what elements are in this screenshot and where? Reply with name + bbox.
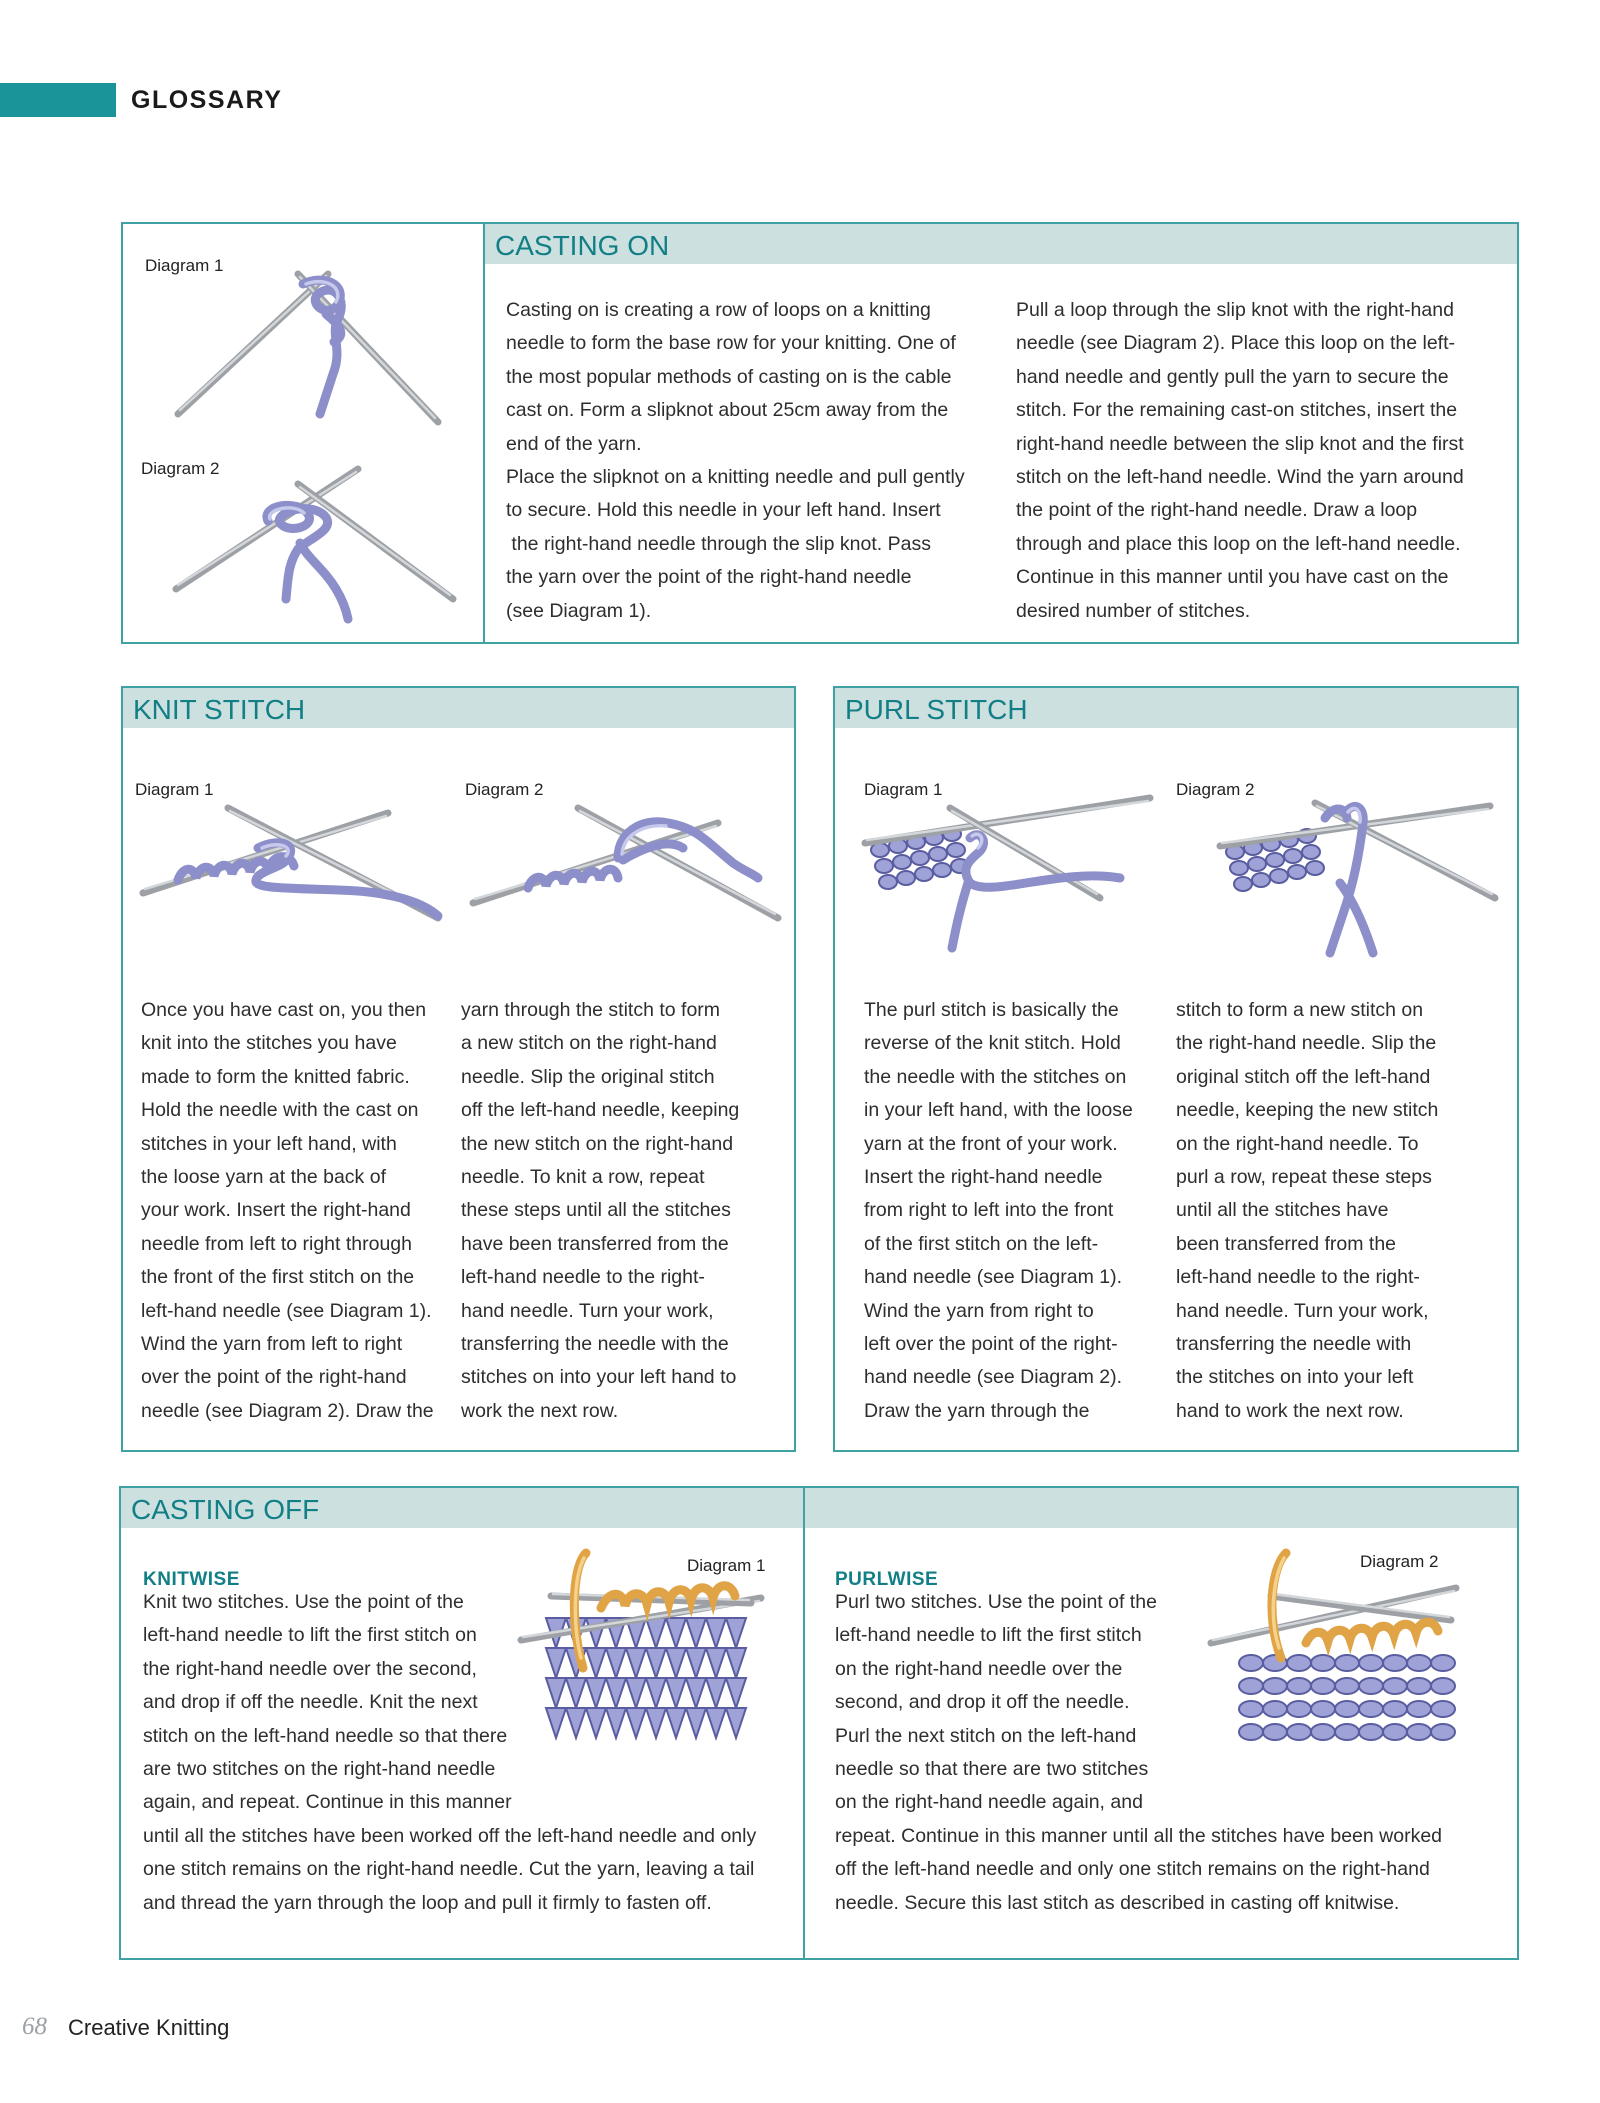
knit-stitch-title: KNIT STITCH — [133, 694, 306, 725]
text-line: hand needle (see Diagram 2). — [864, 1366, 1122, 1389]
text-line: until all the stitches have — [1176, 1199, 1389, 1222]
text-line: right-hand needle between the slip knot and the first — [1016, 432, 1464, 455]
text-line: off the left-hand needle and only one stitch remains on the right-hand — [835, 1858, 1430, 1881]
text-line: Place the slipknot on a knitting needle and pull gently — [506, 466, 965, 489]
text-line: off the left-hand needle, keeping — [461, 1099, 740, 1122]
knit-text-col-1 — [141, 994, 434, 1428]
text-line: needle. Slip the original stitch — [461, 1065, 715, 1088]
knitwise-diagram-label: Diagram 1 — [687, 1556, 766, 1575]
text-line: over the point of the right-hand — [141, 1366, 407, 1389]
text-line: needle. To knit a row, repeat — [461, 1166, 705, 1189]
knit-diagram-1-icon — [138, 788, 458, 928]
text-line: Draw the yarn through the — [864, 1399, 1090, 1422]
text-line: the front of the first stitch on the — [141, 1266, 415, 1289]
text-line: yarn at the front of your work. — [864, 1132, 1118, 1155]
text-line: stitch on the left-hand needle. Wind the yarn around — [1016, 466, 1464, 489]
text-line: to secure. Hold this needle in your left hand. Insert — [506, 499, 941, 522]
text-line: the right-hand needle over the second, — [143, 1657, 477, 1680]
text-line: hand to work the next row. — [1176, 1399, 1404, 1422]
text-line: needle (see Diagram 2). Place this loop on the left- — [1016, 332, 1455, 355]
knitwise-heading: KNITWISE — [143, 1569, 240, 1590]
text-line: needle from left to right through — [141, 1232, 412, 1255]
casting-off-header — [121, 1488, 1517, 1528]
text-line: reverse of the knit stitch. Hold — [864, 1032, 1121, 1055]
text-line: stitch. For the remaining cast-on stitches, insert the — [1016, 399, 1458, 422]
text-line: needle to form the base row for your knitting. One of — [506, 332, 956, 355]
casting-on-diagram-2-label: Diagram 2 — [141, 459, 220, 478]
text-line: your work. Insert the right-hand — [141, 1199, 411, 1222]
text-line: the stitches on into your left — [1176, 1366, 1414, 1389]
knit-diagram-2-label: Diagram 2 — [465, 780, 544, 799]
text-line: Purl two stitches. Use the point of the — [835, 1591, 1157, 1613]
purlwise-diagram-label: Diagram 2 — [1360, 1552, 1439, 1571]
knit-text-col-2 — [461, 994, 739, 1428]
purl-text-col-2 — [1176, 994, 1438, 1428]
text-line: Purl the next stitch on the left-hand — [835, 1724, 1137, 1747]
text-line: the right-hand needle through the slip knot. Pass — [506, 532, 931, 555]
text-line: again, and repeat. Continue in this manner — [143, 1791, 512, 1814]
text-line: hand needle and gently pull the yarn to secure the — [1016, 365, 1449, 388]
text-line: the needle with the stitches on — [864, 1065, 1127, 1088]
text-line: knit into the stitches you have — [141, 1032, 397, 1055]
book-title: Creative Knitting — [68, 2015, 230, 2040]
text-line: and thread the yarn through the loop and pull it firmly to fasten off. — [143, 1891, 712, 1914]
text-line: until all the stitches have been worked off the left-hand needle and only — [143, 1824, 757, 1847]
text-line: the yarn over the point of the right-hand needle — [506, 566, 912, 589]
knit-stitch-header — [123, 688, 794, 728]
text-line: left-hand needle to lift the first stitch — [835, 1624, 1142, 1647]
purl-diagram-2-icon — [1215, 788, 1515, 958]
page-section-title: GLOSSARY — [131, 86, 283, 114]
text-line: Wind the yarn from right to — [864, 1299, 1094, 1322]
text-line: hand needle. Turn your work, — [461, 1299, 714, 1322]
text-line: Wind the yarn from left to right — [141, 1333, 403, 1356]
casting-off-title: CASTING OFF — [131, 1494, 320, 1525]
text-line: are two stitches on the right-hand needle — [143, 1758, 496, 1781]
text-line: of the first stitch on the left- — [864, 1232, 1099, 1255]
text-line: Casting on is creating a row of loops on a knitting — [506, 299, 931, 321]
text-line: the point of the right-hand needle. Draw a loop — [1016, 499, 1418, 522]
text-line: the right-hand needle. Slip the — [1176, 1032, 1437, 1055]
text-line: left-hand needle (see Diagram 1). — [141, 1299, 432, 1322]
text-line: needle, keeping the new stitch — [1176, 1099, 1439, 1122]
text-line: stitches on into your left hand to — [461, 1366, 737, 1389]
knitwise-text — [143, 1586, 756, 1920]
casting-on-text-col-2 — [1016, 294, 1464, 628]
text-line: on the right-hand needle. To — [1176, 1132, 1419, 1155]
text-line: The purl stitch is basically the — [864, 999, 1119, 1021]
text-line: Continue in this manner until you have cast on the — [1016, 566, 1449, 589]
text-line: Once you have cast on, you then — [141, 999, 427, 1021]
text-line: Hold the needle with the cast on — [141, 1099, 419, 1122]
text-line: these steps until all the stitches — [461, 1199, 731, 1222]
text-line: original stitch off the left-hand — [1176, 1065, 1431, 1088]
text-line: desired number of stitches. — [1016, 599, 1251, 622]
page-number: 68 — [22, 2013, 47, 2040]
header-accent-bar — [0, 83, 116, 117]
text-line: needle so that there are two stitches — [835, 1758, 1149, 1781]
text-line: needle. Secure this last stitch as described in casting off knitwise. — [835, 1891, 1400, 1914]
text-line: left over the point of the right- — [864, 1333, 1118, 1356]
purlwise-text — [835, 1586, 1442, 1920]
text-line: work the next row. — [461, 1399, 619, 1422]
text-line: a new stitch on the right-hand — [461, 1032, 717, 1055]
text-line: on the right-hand needle again, and — [835, 1791, 1143, 1814]
text-line: stitches in your left hand, with — [141, 1132, 397, 1155]
panel-divider — [483, 224, 485, 642]
casting-on-header — [485, 224, 1517, 264]
text-line: yarn through the stitch to form — [461, 999, 721, 1021]
casting-on-text-col-1 — [506, 294, 965, 628]
text-line: purl a row, repeat these steps — [1176, 1166, 1432, 1189]
knit-diagram-1-label: Diagram 1 — [135, 780, 214, 799]
purl-diagram-2-label: Diagram 2 — [1176, 780, 1255, 799]
text-line: left-hand needle to the right- — [1176, 1266, 1420, 1289]
text-line: have been transferred from the — [461, 1232, 729, 1255]
text-line: left-hand needle to the right- — [461, 1266, 705, 1289]
purl-stitch-panel — [833, 686, 1519, 1452]
purl-stitch-title: PURL STITCH — [845, 694, 1028, 725]
panel-divider — [803, 1488, 805, 1958]
text-line: stitch on the left-hand needle so that there — [143, 1724, 508, 1747]
knit-stitch-panel — [121, 686, 796, 1452]
text-line: transferring the needle with — [1176, 1333, 1412, 1356]
text-line: transferring the needle with the — [461, 1333, 729, 1356]
purl-text-col-1 — [864, 994, 1133, 1428]
casting-off-panel — [119, 1486, 1519, 1960]
text-line: on the right-hand needle over the — [835, 1657, 1123, 1680]
text-line: from right to left into the front — [864, 1199, 1114, 1222]
text-line: one stitch remains on the right-hand needle. Cut the yarn, leaving a tail — [143, 1858, 755, 1881]
text-line: stitch to form a new stitch on — [1176, 999, 1424, 1021]
casting-on-diagram-1-label: Diagram 1 — [145, 256, 224, 275]
text-line: made to form the knitted fabric. — [141, 1065, 410, 1088]
text-line: the new stitch on the right-hand — [461, 1132, 734, 1155]
text-line: been transferred from the — [1176, 1232, 1397, 1255]
purl-stitch-header — [835, 688, 1517, 728]
text-line: hand needle (see Diagram 1). — [864, 1266, 1122, 1289]
text-line: end of the yarn. — [506, 432, 642, 455]
text-line: the loose yarn at the back of — [141, 1166, 386, 1189]
text-line: in your left hand, with the loose — [864, 1099, 1133, 1122]
text-line: through and place this loop on the left-hand needle. — [1016, 532, 1461, 555]
knit-diagram-2-icon — [468, 788, 788, 928]
text-line: and drop if off the needle. Knit the next — [143, 1691, 478, 1714]
purl-diagram-1-icon — [860, 788, 1160, 958]
text-line: hand needle. Turn your work, — [1176, 1299, 1429, 1322]
text-line: left-hand needle to lift the first stitch on — [143, 1624, 477, 1647]
text-line: second, and drop it off the needle. — [835, 1691, 1130, 1714]
casting-on-diagram-1-icon — [148, 244, 468, 444]
text-line: Knit two stitches. Use the point of the — [143, 1591, 464, 1613]
text-line: cast on. Form a slipknot about 25cm away from the — [506, 399, 949, 422]
text-line: (see Diagram 1). — [506, 599, 652, 622]
casting-on-panel — [121, 222, 1519, 644]
casting-on-diagram-2-icon — [148, 439, 468, 629]
purlwise-heading: PURLWISE — [835, 1569, 939, 1590]
text-line: needle (see Diagram 2). Draw the — [141, 1399, 434, 1422]
casting-on-title: CASTING ON — [495, 230, 670, 261]
text-line: the most popular methods of casting on is the cable — [506, 365, 952, 388]
text-line: Insert the right-hand needle — [864, 1166, 1103, 1189]
text-line: Pull a loop through the slip knot with the right-hand — [1016, 299, 1454, 321]
purl-diagram-1-label: Diagram 1 — [864, 780, 943, 799]
text-line: repeat. Continue in this manner until all the stitches have been worked — [835, 1824, 1443, 1847]
